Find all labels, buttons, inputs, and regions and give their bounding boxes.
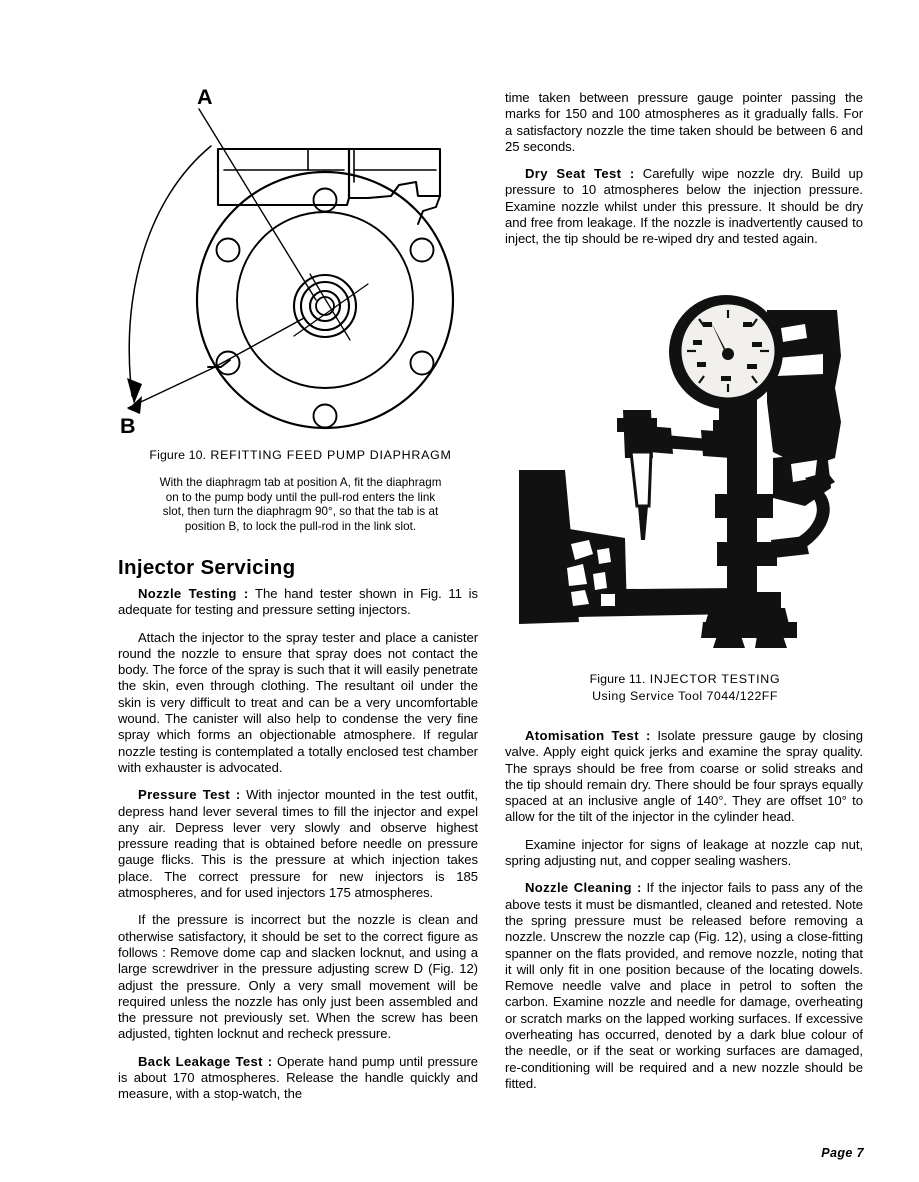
gauge-hub: [722, 348, 734, 360]
centre-ring-mid: [301, 282, 349, 330]
figure-10-note-line-1: With the diaphragm tab at position A, fit the diaphragm: [159, 476, 442, 489]
rotation-arc: [129, 146, 211, 396]
paragraph-attach-injector: Attach the injector to the spray tester and place a canister round the nozzle to ensure that spray does not contact the body. The force of the spray is such that it will easily penetrate the skin, even through clothing. The resultant oil under the skin is very difficult to treat and can be a very uncomfortable wound. The canister will also help to condense the very fine spray which forms an objectionable atmosphere. If regular nozzle testing is contemplated a totally enclosed test chamber with exhauster is advocated.: [118, 629, 478, 775]
casting-step: [418, 196, 440, 224]
injector-tester-photo: [505, 292, 865, 664]
paragraph-nozzle-testing-text: The hand tester shown in Fig. 11 is adequate for testing and pressure setting injectors.: [118, 586, 478, 618]
paragraph-back-leakage-test: [118, 1054, 478, 1103]
figure-10-caption-lead: Figure 10.: [149, 448, 207, 462]
left-column-text: [118, 540, 478, 1114]
injector-clamp-collar: [617, 418, 657, 432]
paragraph-back-leakage-test-text: Operate hand pump until pressure is about 170 atmospheres. Release the handle quickly and measure, with a stop-watch, the: [118, 1053, 478, 1102]
pipe-union-right: [701, 430, 731, 458]
bolt-hole-top: [314, 189, 337, 212]
paragraph-time-taken: time taken between pressure gauge pointer passing the marks for 150 and 100 atmospheres as it gradually falls. For a satisfactory nozzle the time taken should be between 6 and 25 seconds.: [505, 90, 863, 154]
figure-11-photograph: [505, 292, 865, 664]
paragraph-atomisation-test: [505, 728, 863, 826]
figure-10-note-line-4: position B, to lock the pull-rod in the link slot.: [184, 519, 417, 533]
run-in-heading-nozzle-cleaning: Nozzle Cleaning :: [525, 880, 642, 896]
run-in-heading-dry-seat-test: Dry Seat Test :: [525, 166, 635, 182]
bolt-hole-lower-right: [411, 352, 434, 375]
paragraph-pressure-test: [118, 787, 478, 901]
column-collar-lower: [717, 542, 777, 566]
bolt-hole-upper-right: [411, 239, 434, 262]
base-foot-left: [713, 636, 745, 648]
page-number: Page 7: [821, 1146, 864, 1160]
paragraph-nozzle-testing: [118, 586, 478, 619]
figure-10-note-line-2: on to the pump body until the pull-rod enters the link: [165, 490, 436, 504]
base-foot-right: [755, 636, 787, 648]
run-in-heading-back-leakage-test: Back Leakage Test :: [138, 1053, 273, 1069]
paragraph-dry-seat-test-text: Carefully wipe nozzle dry. Build up pressure to 10 atmospheres below the injection pressure. Examine nozzle whilst under this pressure. It should be dry and free from leakage. If the nozzle is inadvertently caused to inject, the tip should be re-wiped dry and tested again.: [505, 166, 863, 247]
feed-pump-diaphragm-drawing: [118, 78, 480, 448]
figure-10-note: [118, 476, 483, 534]
figure-10-note-line-3: slot, then turn the diaphragm 90°, so that the tab is at: [162, 505, 439, 519]
base-plate: [701, 622, 797, 638]
figure-10-caption-title: REFITTING FEED PUMP DIAPHRAGM: [210, 448, 452, 462]
figure-10-label-b: B: [120, 414, 136, 438]
run-in-heading-atomisation-test: Atomisation Test :: [525, 728, 651, 743]
paragraph-pressure-incorrect: If the pressure is incorrect but the nozzle is clean and otherwise satisfactory, it should be set to the correct figure as follows : Remove dome cap and slacken locknut, and using a large screwdriver in the pressure adjusting screw D (Fig. 12) adjust the pressure. Only a very small movement will be required unless the nozzle has only just been assembled and the pressure not previously set. When the screw has been adjusted, tighten locknut and recheck pressure.: [118, 912, 478, 1042]
run-in-heading-nozzle-testing: Nozzle Testing :: [138, 586, 249, 601]
figure-11-caption-lead: Figure 11.: [589, 672, 646, 686]
column-collar-bottom: [719, 592, 781, 614]
figure-11-caption: [505, 672, 865, 686]
figure-11-caption-block: [505, 672, 865, 715]
figure-11-caption-title: INJECTOR TESTING: [649, 672, 781, 686]
figure-10-label-a: A: [197, 85, 213, 109]
figure-10-diagram: [118, 78, 480, 448]
page-title: Injector Servicing: [118, 556, 296, 579]
figure-10-caption-block: [118, 448, 483, 534]
run-in-heading-pressure-test: Pressure Test :: [138, 787, 241, 803]
bolt-hole-upper-left: [217, 239, 240, 262]
paragraph-atomisation-test-text: Isolate pressure gauge by closing valve. Apply eight quick jerks and examine the spray quality. The sprays should be free from coarse or solid streaks and the tip should remain dry. There should be four sprays equally spaced at an inclusive angle of 140°. They are offset 10° to allow for the tilt of the injector in the cylinder head.: [505, 728, 863, 825]
centre-ring-outer: [294, 275, 356, 337]
right-column-text-top: [505, 90, 863, 259]
diaphragm-tab-left: [218, 149, 349, 205]
right-column-text-bottom: [505, 728, 863, 1103]
diaphragm-tab: [349, 149, 440, 198]
paragraph-dry-seat-test: [505, 166, 863, 247]
figure-10-caption: [118, 448, 483, 462]
paragraph-nozzle-cleaning-text: If the injector fails to pass any of the above tests it must be dismantled, cleaned and retested. Note the spring pressure must be released before removing a nozzle. Unscrew the nozzle cap (Fig. 12), using a close-fitting spanner on the flats provided, and remove nozzle, noting that it will only fit in one position because of the locating dowels. Remove needle valve and place in petrol to soften the carbon. Examine nozzle and needle for damage, overheating or scratch marks on the lapped working surfaces. If excessive overheating has occurred, denoted by a dark blue colour of the needle, or if the seat or working surfaces are damaged, re-conditioning will be required and a new nozzle should be fitted.: [505, 880, 863, 1091]
bolt-hole-bottom: [314, 405, 337, 428]
figure-11-service-tool: Using Service Tool 7044/122FF: [592, 689, 778, 703]
paragraph-pressure-test-text: With injector mounted in the test outfit, depress hand lever several times to fill the injector and expel any air. Depress lever very slowly and observe highest pressure reading that is obtained before needle on pressure gauge flicks. This is the pressure at which injection takes place. The correct pressure for new injectors is 185 atmospheres, and for used injectors 175 atmospheres.: [118, 787, 478, 901]
paragraph-nozzle-cleaning: [505, 880, 863, 1092]
paragraph-examine-injector: Examine injector for signs of leakage at nozzle cap nut, spring adjusting nut, and copper sealing washers.: [505, 836, 863, 869]
column-collar-mid: [715, 494, 773, 518]
